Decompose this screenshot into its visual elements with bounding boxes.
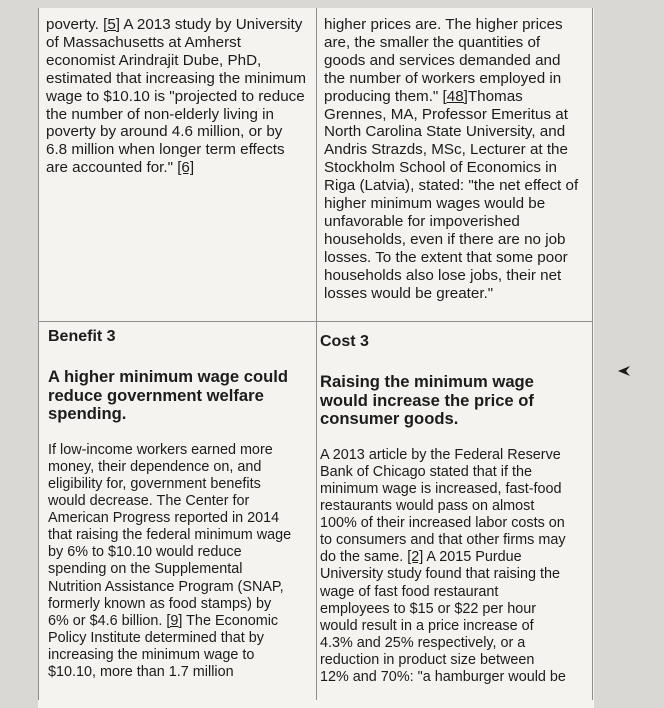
- heading-line: would increase the price of: [320, 390, 534, 410]
- heading-line: Raising the minimum wage: [320, 372, 534, 391]
- text-line: Andris Strazds, MSc, Lecturer at the: [324, 141, 568, 159]
- text-line: estimated that increasing the minimum: [46, 69, 306, 87]
- heading-line: spending.: [48, 404, 127, 424]
- text-line: A 2013 article by the Federal Reserve: [320, 446, 561, 463]
- text-line: economist Arindrajit Dube, PhD,: [46, 51, 262, 69]
- cost-heading: [320, 373, 566, 429]
- text-line: the number of non-elderly living in: [46, 105, 274, 123]
- text-line: formerly known as food stamps) by: [48, 595, 272, 612]
- text-line: of Massachusetts at Amherst: [46, 33, 241, 51]
- text-line: Bank of Chicago stated that if the: [320, 463, 532, 480]
- text-line: employees to $15 or $22 per hour: [320, 600, 537, 617]
- text-line: households also lose jobs, their net: [324, 266, 562, 284]
- row1-right-cell: [324, 16, 578, 303]
- text-line: Nutrition Assistance Program (SNAP,: [48, 578, 284, 595]
- text-line: higher minimum wages would be: [324, 195, 546, 213]
- text-line: are, the smaller the quantities of: [324, 33, 541, 51]
- text-line: money, their dependence on, and: [48, 458, 262, 475]
- cost-body: [320, 447, 566, 686]
- text-line: are accounted for." [6]: [46, 159, 195, 177]
- citation-link[interactable]: [6]: [177, 159, 195, 177]
- benefit-label: Benefit 3: [48, 328, 116, 345]
- table-border-left: [38, 8, 39, 700]
- document-page: [38, 8, 594, 708]
- text-line: Grennes, MA, Professor Emeritus at: [324, 105, 568, 123]
- text-line: 6% or $4.6 billion. [9] The Economic: [48, 612, 279, 629]
- text-line: restaurants would pass on almost: [320, 498, 535, 515]
- text-line: $10.10, more than 1.7 million: [48, 664, 234, 680]
- text-line: households, even if there are no job: [324, 230, 566, 248]
- text-line: Policy Institute determined that by: [48, 629, 264, 646]
- pointer-cursor-icon: [617, 364, 631, 378]
- text-line: 100% of their increased labor costs on: [320, 515, 565, 532]
- benefit-body: [48, 442, 291, 681]
- citation-link[interactable]: [5]: [103, 16, 121, 33]
- text-line: Riga (Latvia), stated: "the net effect of: [324, 177, 579, 195]
- text-line: University study found that raising the: [320, 566, 560, 583]
- heading-line: reduce government welfare: [48, 385, 264, 405]
- benefit-heading: [48, 368, 291, 424]
- text-line: producing them." [48]Thomas: [324, 87, 523, 105]
- text-line: 6.8 million when longer term effects: [46, 141, 285, 159]
- citation-link[interactable]: [48]: [442, 87, 468, 105]
- text-line: the number of workers employed in: [324, 69, 562, 87]
- text-line: 4.3% and 25% respectively, or a: [320, 634, 526, 651]
- text-line: goods and services demanded and: [324, 51, 561, 69]
- text-line: would decrease. The Center for: [48, 493, 250, 510]
- text-line: poverty by around 4.6 million, or by: [46, 123, 283, 141]
- text-line: wage of fast food restaurant: [320, 583, 499, 600]
- text-line: poverty. [5] A 2013 study by University: [46, 16, 303, 33]
- text-line: that raising the federal minimum wage: [48, 527, 292, 544]
- text-line: American Progress reported in 2014: [48, 510, 280, 527]
- table-row-divider: [38, 321, 593, 322]
- text-line: North Carolina State University, and: [324, 123, 566, 141]
- row1-left-cell: [46, 16, 306, 177]
- heading-line: consumer goods.: [320, 409, 459, 429]
- text-line: unfavorable for impoverished: [324, 212, 520, 230]
- text-line: by 6% to $10.10 would reduce: [48, 544, 242, 561]
- heading-line: A higher minimum wage could: [48, 367, 289, 386]
- row2-right-cell: [320, 333, 566, 686]
- text-line: minimum wage is increased, fast-food: [320, 480, 562, 497]
- text-line: If low-income workers earned more: [48, 441, 273, 458]
- row2-left-cell: [48, 328, 291, 681]
- citation-link[interactable]: [9]: [166, 612, 183, 629]
- text-line: wage to $10.10 is "projected to reduce: [46, 87, 305, 105]
- citation-link[interactable]: [2]: [407, 549, 424, 566]
- text-line: would result in a price increase of: [320, 617, 534, 634]
- text-line: reduction in product size between: [320, 651, 535, 668]
- table-border-right: [592, 8, 593, 700]
- text-line: spending on the Supplemental: [48, 561, 243, 578]
- text-line: losses. To the extent that some poor: [324, 248, 568, 266]
- text-line: eligibility for, government benefits: [48, 475, 261, 492]
- table-column-divider: [316, 8, 317, 700]
- text-line: 12% and 70%: "a hamburger would be: [320, 669, 566, 685]
- cost-label: Cost 3: [320, 333, 369, 350]
- text-line: do the same. [2] A 2015 Purdue: [320, 549, 522, 566]
- text-line: losses would be greater.": [324, 284, 494, 302]
- text-line: to consumers and that other firms may: [320, 532, 566, 549]
- text-line: increasing the minimum wage to: [48, 646, 255, 663]
- text-line: Stockholm School of Economics in: [324, 159, 557, 177]
- text-line: higher prices are. The higher prices: [324, 16, 563, 33]
